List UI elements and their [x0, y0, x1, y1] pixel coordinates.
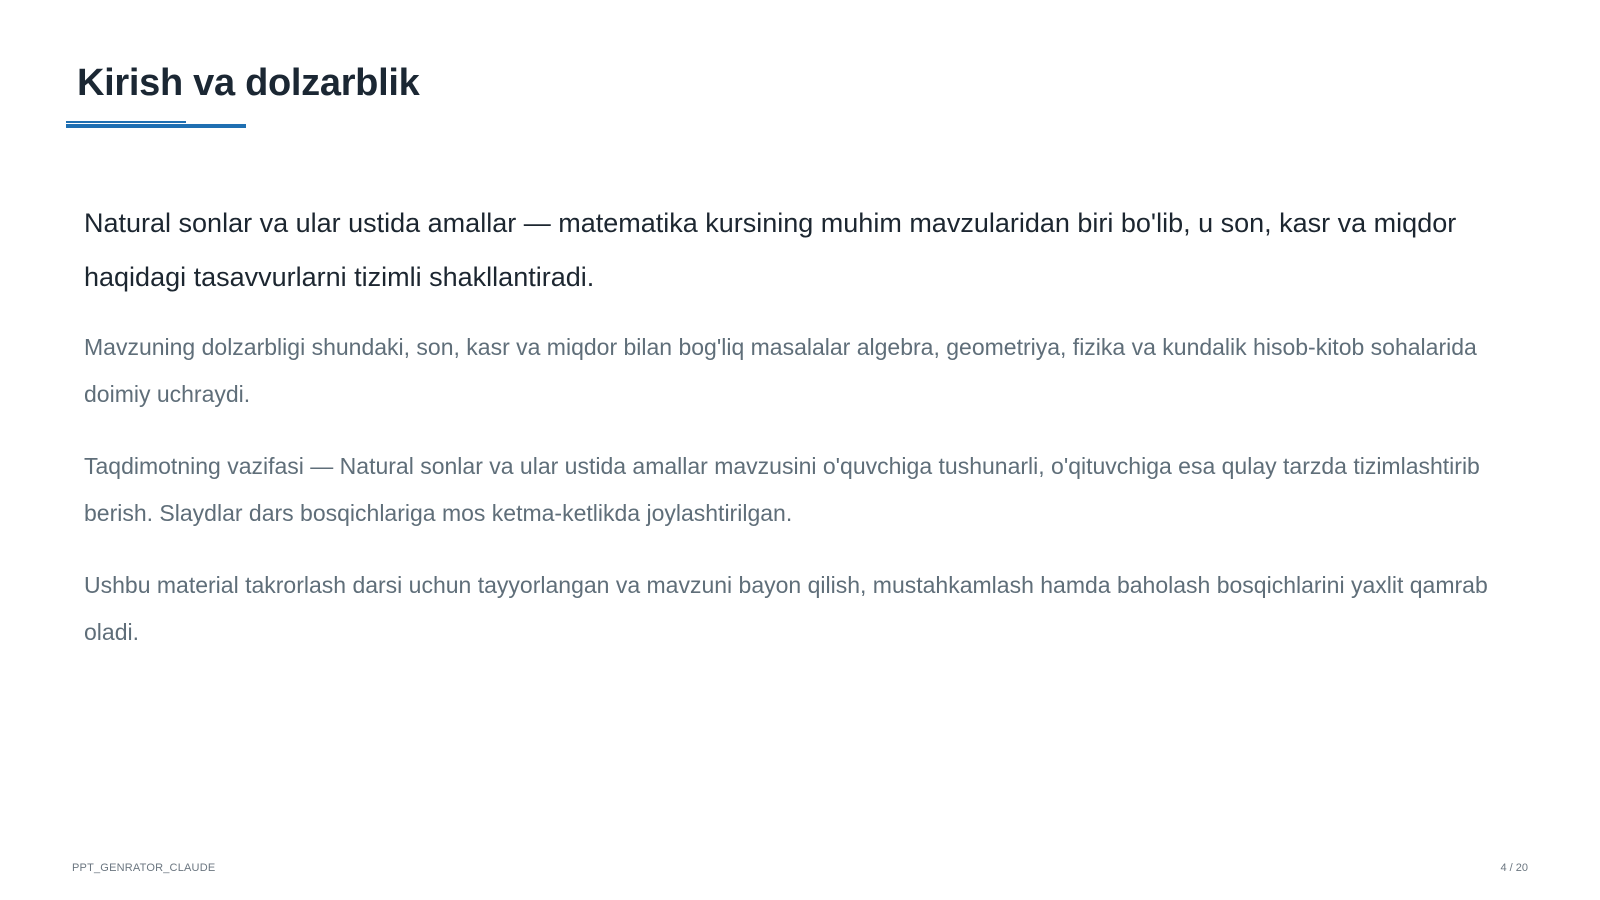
- slide-body: [84, 196, 1504, 681]
- body-paragraph-purpose: Taqdimotning vazifasi — Natural sonlar va ular ustida amallar mavzusini o'quvchiga tushunarli, o'qituvchiga esa qulay tarzda tizimlashtirib berish. Slaydlar dars bosqichlariga mos ketma-ketlikda joylashtirilgan.: [84, 453, 1480, 526]
- title-underline-thick: [66, 124, 246, 128]
- lead-paragraph: Natural sonlar va ular ustida amallar — matematika kursining muhim mavzularidan biri bo'lib, u son, kasr va miqdor haqidagi tasavvurlarni tizimli shakllantiradi.: [84, 208, 1457, 292]
- footer-brand: PPT_GENRATOR_CLAUDE: [72, 862, 216, 874]
- page-indicator: 4 / 20: [1500, 862, 1528, 874]
- title-underline-thin: [66, 121, 186, 123]
- slide-title: Kirish va dolzarblik: [77, 62, 420, 104]
- body-paragraph-scope: Ushbu material takrorlash darsi uchun tayyorlangan va mavzuni bayon qilish, mustahkamlash hamda baholash bosqichlarini yaxlit qamrab oladi.: [84, 572, 1488, 645]
- body-paragraph-relevance: Mavzuning dolzarbligi shundaki, son, kasr va miqdor bilan bog'liq masalalar algebra, geometriya, fizika va kundalik hisob-kitob sohalarida doimiy uchraydi.: [84, 334, 1477, 407]
